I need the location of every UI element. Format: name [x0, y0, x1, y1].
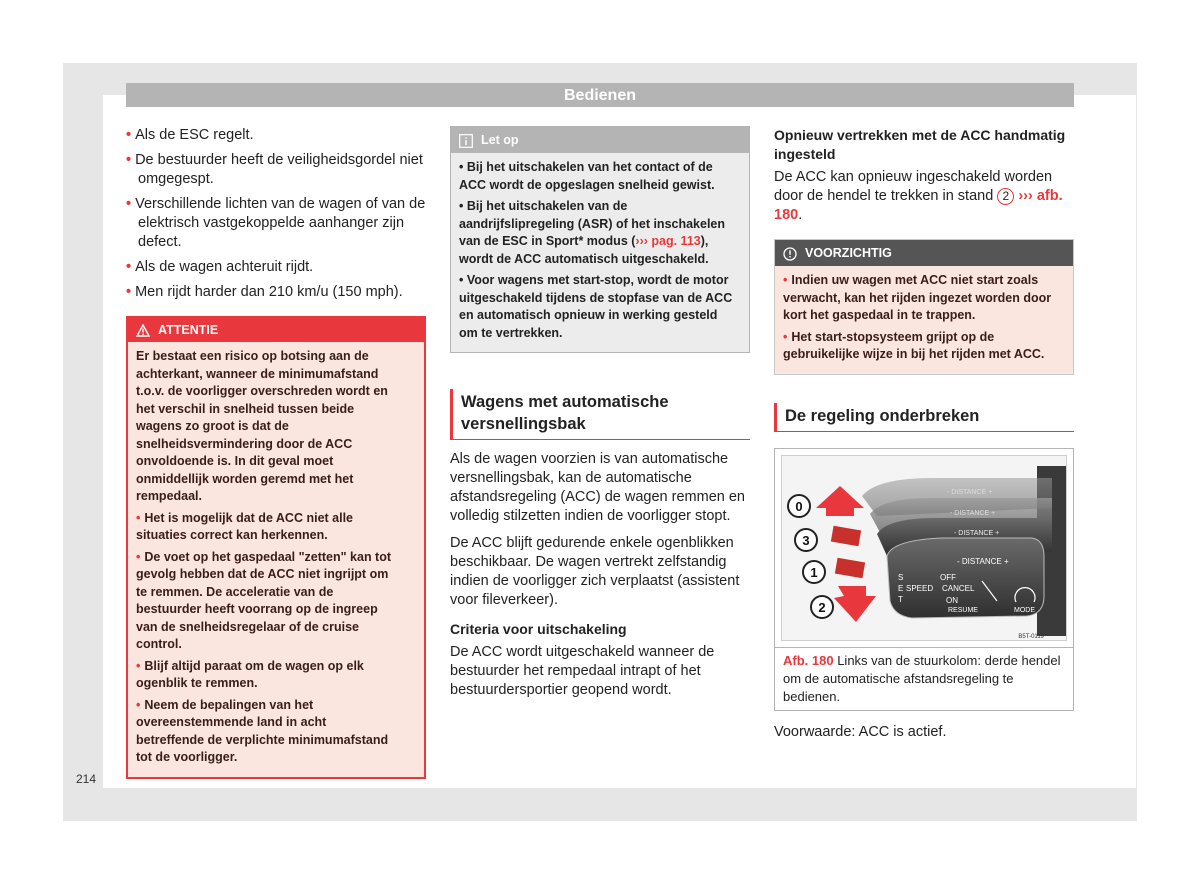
- bullet-icon: •: [126, 127, 132, 143]
- section-heading: De regeling onderbreken: [774, 403, 1074, 432]
- caution-header: VOORZICHTIG: [775, 240, 1073, 266]
- list-item: • Men rijdt harder dan 210 km/u (150 mph).: [126, 284, 403, 300]
- paragraph: De ACC wordt uitgeschakeld wanneer de bestuurder het rempedaal intrapt of het bestuurdersportier geopend wordt.: [450, 644, 715, 698]
- lever-label-distance: - DISTANCE +: [957, 556, 1009, 566]
- note-item: • Bij het uitschakelen van de aandrijfslipregeling (ASR) of het inschakelen van de ESC in Sport* modus (››› pag. 113), wordt de ACC automatisch uitgeschakeld.: [459, 199, 726, 266]
- bullet-icon: •: [136, 510, 141, 525]
- info-icon: [459, 134, 473, 148]
- warning-intro: Er bestaat een risico op botsing aan de achterkant, wanneer de minimumafstand t.o.v. de voorligger overschreden wordt en het verschil in snelheid tussen beide wagens zo groot is dat de snelheidsvermindering door de ACC onvoldoende is. In dit geval moet onmiddellijk worden geremd met het rempedaal.: [136, 349, 388, 503]
- warning-item: • Neem de bepalingen van het overeenstemmende land in acht betreffende de verplichte minimumafstand tot de voorligger.: [136, 697, 389, 764]
- note-body: [451, 153, 749, 352]
- bullet-icon: •: [126, 196, 132, 212]
- bullet-icon: •: [136, 697, 141, 712]
- note-header: Let op: [451, 127, 749, 153]
- subheading: Criteria voor uitschakeling: [450, 621, 627, 637]
- lever-label-speed: SPEED: [906, 583, 934, 593]
- figure-code: B5T-0119: [1018, 633, 1044, 640]
- warning-item: • De voet op het gaspedaal "zetten" kan tot gevolg hebben dat de ACC niet ingrijpt om te remmen. De acceleratie van de bestuurder heeft voorrang op de ingreep van de snelheidsregelaar of de cruise control.: [136, 549, 392, 651]
- label-2-badge: [811, 596, 833, 618]
- figure-caption: Afb. 180 Links van de stuurkolom: derde hendel om de automatische afstandsregeling te bedienen.: [775, 647, 1073, 710]
- bullet-icon: •: [783, 329, 788, 344]
- lever-label-off: OFF: [940, 572, 956, 582]
- warning-body: [128, 342, 424, 777]
- note-item: • Voor wagens met start-stop, wordt de motor uitgeschakeld tijdens de stopfase van de ACC en automatisch opnieuw in werking gesteld om te vertrekken.: [459, 273, 733, 340]
- warning-item: • Blijf altijd paraat om de wagen op elk ogenblik te remmen.: [136, 658, 364, 690]
- page-header: Bedienen: [126, 83, 1074, 107]
- lever-label-cancel: CANCEL: [942, 583, 975, 593]
- lever-label-e: E: [898, 583, 904, 593]
- paragraph: De ACC kan opnieuw ingeschakeld worden door de hendel te trekken in stand 2 ››› afb. 180.: [774, 169, 1063, 223]
- list-item: • Als de wagen achteruit rijdt.: [126, 259, 314, 275]
- svg-text:1: 1: [810, 564, 818, 580]
- warning-item: • Het is mogelijk dat de ACC niet alle situaties correct kan herkennen.: [136, 510, 354, 542]
- column-right: [774, 126, 1074, 750]
- paragraph: Voorwaarde: ACC is actief.: [774, 723, 947, 740]
- svg-text:3: 3: [802, 532, 810, 548]
- lever-label-distance-low: - DISTANCE +: [954, 529, 1000, 537]
- figure-reference-link[interactable]: ››› afb. 180: [774, 188, 1063, 223]
- stalk-illustration: [782, 456, 1067, 641]
- label-0-badge: [788, 495, 810, 517]
- position-number-badge: 2: [997, 188, 1014, 205]
- caution-item: • Indien uw wagen met ACC niet start zoals verwacht, kan het rijden ingezet worden door kort het gaspedaal in te trappen.: [783, 273, 1052, 322]
- lever-label-s: S: [898, 572, 904, 582]
- list-item: • De bestuurder heeft de veiligheidsgordel niet omgegespt.: [126, 152, 423, 187]
- label-3-badge: [795, 529, 817, 551]
- caution-box: [774, 239, 1074, 375]
- caution-circle-icon: [783, 247, 797, 261]
- bullet-icon: •: [126, 152, 132, 168]
- lever-label-on: ON: [946, 595, 958, 605]
- list-item: • Verschillende lichten van de wagen of van de elektrisch vastgekoppelde aanhanger zijn defect.: [126, 196, 426, 250]
- figure: [774, 448, 1074, 711]
- column-left: [126, 126, 426, 779]
- lever-label-mode: MODE: [1014, 606, 1035, 614]
- section-heading: Wagens met automatische versnellingsbak: [450, 389, 750, 440]
- warning-triangle-icon: [136, 324, 150, 337]
- warning-box: [126, 316, 426, 779]
- list-item: • Als de ESC regelt.: [126, 127, 254, 143]
- lever-label-resume: RESUME: [948, 606, 978, 614]
- caution-item: • Het start-stopsysteem grijpt op de gebruikelijke wijze in bij het rijden met ACC.: [783, 329, 1045, 361]
- paragraph: Als de wagen voorzien is van automatische versnellingsbak, kan de automatische afstandsregeling (ACC) de wagen remmen en volledig stilzetten indien de voorligger stopt.: [450, 451, 745, 524]
- bullet-icon: •: [783, 273, 788, 287]
- bullet-icon: •: [136, 658, 141, 673]
- column-middle: [450, 126, 750, 708]
- bullet-icon: •: [136, 549, 141, 564]
- page-number: 214: [76, 772, 97, 786]
- figure-image: [781, 455, 1067, 641]
- svg-text:2: 2: [818, 599, 826, 615]
- note-box: [450, 126, 750, 353]
- bullet-icon: •: [126, 284, 132, 300]
- lever-label-distance-mid: - DISTANCE +: [950, 509, 996, 517]
- note-item: • Bij het uitschakelen van het contact of de ACC wordt de opgeslagen snelheid gewist.: [459, 160, 715, 192]
- svg-text:0: 0: [795, 498, 803, 514]
- subheading: Opnieuw vertrekken met de ACC handmatig ingesteld: [774, 127, 1066, 162]
- bullet-icon: •: [126, 259, 132, 275]
- paragraph: De ACC blijft gedurende enkele ogenblikken beschikbaar. De wagen vertrekt zelfstandig indien de voorligger zich verplaatst (assistent voor fileverkeer).: [450, 535, 740, 608]
- caution-body: [775, 266, 1073, 374]
- page-reference-link[interactable]: ››› pag. 113: [635, 234, 701, 248]
- label-1-badge: [803, 561, 825, 583]
- lever-label-t: T: [898, 594, 903, 604]
- warning-header: ATTENTIE: [128, 318, 424, 342]
- lever-label-distance-top: - DISTANCE +: [947, 488, 993, 496]
